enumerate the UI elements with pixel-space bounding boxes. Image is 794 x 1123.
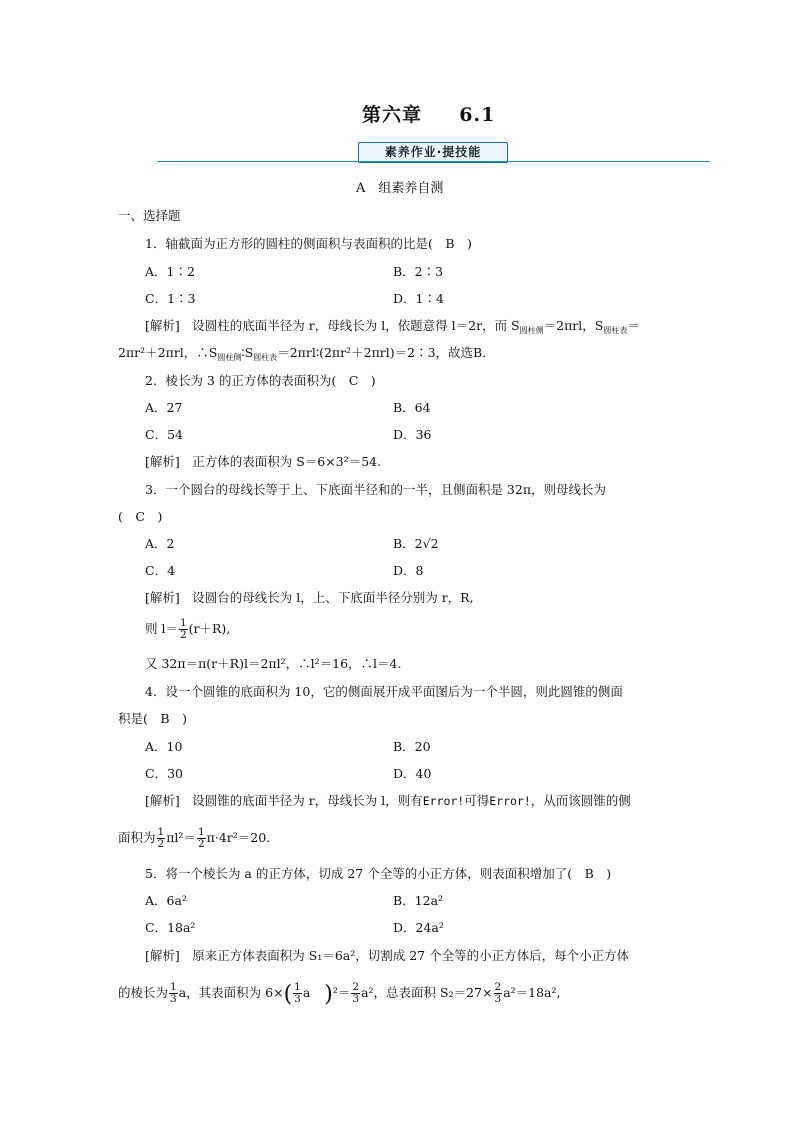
q5-option-a: A．6a² — [145, 893, 187, 908]
q5-option-c: C．18a² — [145, 920, 196, 935]
frac-num: 1 — [179, 617, 187, 629]
q4-option-c: C．30 — [145, 766, 183, 781]
q3-solution-line2 — [145, 618, 230, 641]
header-divider — [157, 161, 710, 162]
fraction-one-third — [169, 982, 178, 1005]
q5-sol2-d: a²，总表面积 S₂＝27× — [361, 985, 493, 1000]
q3-option-b: B．2√2 — [393, 536, 439, 551]
q4-solution-label: [解析] — [145, 793, 180, 808]
q4-sol2-pre: 面积为 — [118, 830, 156, 845]
frac-den: 2 — [157, 838, 165, 850]
q5-sol2-pre: 的棱长为 — [118, 985, 169, 1000]
q2-option-c: C．54 — [145, 427, 183, 442]
frac-num: 2 — [352, 981, 360, 993]
q5-sol2-a: a，其表面积为 6× — [178, 985, 284, 1000]
q4-sol2-mid: πl²＝ — [166, 830, 196, 845]
q4-sol1a: 设圆锥的底面半径为 r，母线长为 l，则有 — [179, 793, 423, 808]
q3-option-d: D．8 — [393, 563, 424, 578]
q2-solution — [145, 454, 381, 470]
q5-sol2-e: a²＝18a², — [503, 985, 561, 1000]
q2-sol-text: 正方体的表面积为 S＝6×3²＝54. — [179, 454, 382, 469]
q1-option-a: A．1∶2 — [145, 264, 195, 279]
frac-den: 3 — [494, 993, 502, 1005]
q1-sol-text: 设圆柱的底面半径为 r，母线长为 l，依题意得 l＝2r，而 S — [179, 318, 520, 333]
q2-option-d: D．36 — [393, 427, 432, 442]
q1-sub-side: 圆柱侧 — [519, 326, 544, 335]
q4-sol2-post: π·4r²＝20. — [206, 830, 271, 845]
q4-option-a: A．10 — [145, 739, 183, 754]
q2-solution-label: [解析] — [145, 454, 180, 469]
q4-sol1b: 可得 — [464, 793, 490, 808]
q1-sol-text-c: ＝ — [627, 318, 640, 333]
q5-option-b: B．12a² — [393, 893, 444, 908]
q5-solution-label: [解析] — [145, 948, 180, 963]
frac-den: 3 — [352, 993, 360, 1005]
q4-sol1c: ，从而该圆锥的侧 — [530, 793, 631, 808]
group-title: A 组素养自测 — [356, 181, 444, 196]
q3-option-c: C．4 — [145, 563, 176, 578]
q1-option-c: C．1∶3 — [145, 291, 196, 306]
q2-option-b: B．64 — [393, 400, 431, 415]
left-paren-icon: ( — [283, 982, 293, 1007]
q2-option-a: A．27 — [145, 400, 183, 415]
chapter-title — [362, 100, 495, 127]
q3-sol1: 设圆台的母线长为 l，上、下底面半径分别为 r，R, — [179, 590, 474, 605]
q3-stem-line2: ( C ) — [118, 509, 163, 524]
q3-sol2-post: (r＋R), — [188, 621, 231, 636]
frac-num: 1 — [197, 826, 205, 838]
frac-num: 1 — [170, 981, 177, 993]
q3-solution-line3: 又 32π＝π(r＋R)l＝2πl²，∴l²＝16，∴l＝4. — [145, 656, 402, 671]
q1-sub-side-2: 圆柱侧 — [217, 353, 242, 362]
q1-sol-text-b: ＝2πrl，S — [543, 318, 604, 333]
section-number: 6.1 — [459, 104, 496, 126]
frac-den: 3 — [294, 993, 301, 1005]
q4-stem-line2: 积是( B ) — [118, 711, 187, 726]
q1-solution-line1 — [145, 318, 640, 339]
q1-sub-surface: 圆柱表 — [603, 326, 628, 335]
q4-option-b: B．20 — [393, 739, 431, 754]
q4-solution-line1 — [145, 793, 631, 809]
q1-sol2-c: ＝2πrl∶(2πr²＋2πrl)＝2∶3，故选B． — [277, 345, 495, 360]
frac-num: 1 — [294, 981, 301, 993]
q4-solution-line2 — [118, 827, 270, 850]
fraction-one-half-b — [197, 827, 206, 850]
fraction-two-thirds — [351, 982, 360, 1005]
fraction-one-half-a — [157, 827, 166, 850]
q1-solution-line2 — [118, 345, 495, 366]
q1-option-b: B．2∶3 — [393, 264, 444, 279]
q1-sol2-a: 2πr²＋2πrl，∴S — [118, 345, 218, 360]
section-banner: 素养作业·提技能 — [358, 142, 508, 163]
fraction-one-half — [179, 618, 188, 641]
q4-stem-line1: 4．设一个圆锥的底面积为 10，它的侧面展开成平面图后为一个半圆，则此圆锥的侧面 — [145, 684, 623, 699]
chapter-label: 第六章 — [362, 104, 423, 126]
part-heading: 一、选择题 — [118, 208, 181, 223]
frac-den: 2 — [179, 629, 187, 641]
q5-stem: 5．将一个棱长为 a 的正方体，切成 27 个全等的小正方体，则表面积增加了( B ) — [145, 866, 612, 881]
frac-den: 3 — [170, 993, 177, 1005]
q1-sol2-b: ∶S — [241, 345, 254, 360]
q4-error-2: Error! — [489, 794, 531, 808]
right-paren-icon: ) — [324, 982, 333, 1007]
frac-den: 2 — [197, 838, 205, 850]
q5-option-d: D．24a² — [393, 920, 444, 935]
q3-stem-line1: 3．一个圆台的母线长等于上、下底面半径和的一半，且侧面积是 32π，则母线长为 — [145, 482, 607, 497]
q2-stem: 2．棱长为 3 的正方体的表面积为( C ) — [145, 373, 376, 388]
q1-option-d: D．1∶4 — [393, 291, 444, 306]
q5-solution-line1 — [145, 948, 629, 964]
q1-stem: 1．轴截面为正方形的圆柱的侧面积与表面积的比是( B ) — [145, 236, 472, 251]
fraction-two-thirds-b — [494, 982, 503, 1005]
q3-solution-line1 — [145, 590, 474, 606]
q3-option-a: A．2 — [145, 536, 175, 551]
fraction-one-third-b — [293, 982, 302, 1005]
frac-num: 1 — [157, 826, 165, 838]
q5-sol1: 原来正方体表面积为 S₁＝6a²，切割成 27 个全等的小正方体后，每个小正方体 — [179, 948, 630, 963]
q5-sol2-c: ²＝ — [332, 985, 351, 1000]
q4-option-d: D．40 — [393, 766, 432, 781]
q3-sol2-pre: 则 l＝ — [145, 621, 178, 636]
q5-sol2-b: a — [302, 985, 311, 1000]
frac-num: 2 — [494, 981, 502, 993]
q3-solution-label: [解析] — [145, 590, 180, 605]
q1-solution-label: [解析] — [145, 318, 180, 333]
q1-sub-surface-2: 圆柱表 — [253, 353, 278, 362]
q5-solution-line2 — [118, 982, 561, 1005]
q4-error-1: Error! — [422, 794, 465, 808]
